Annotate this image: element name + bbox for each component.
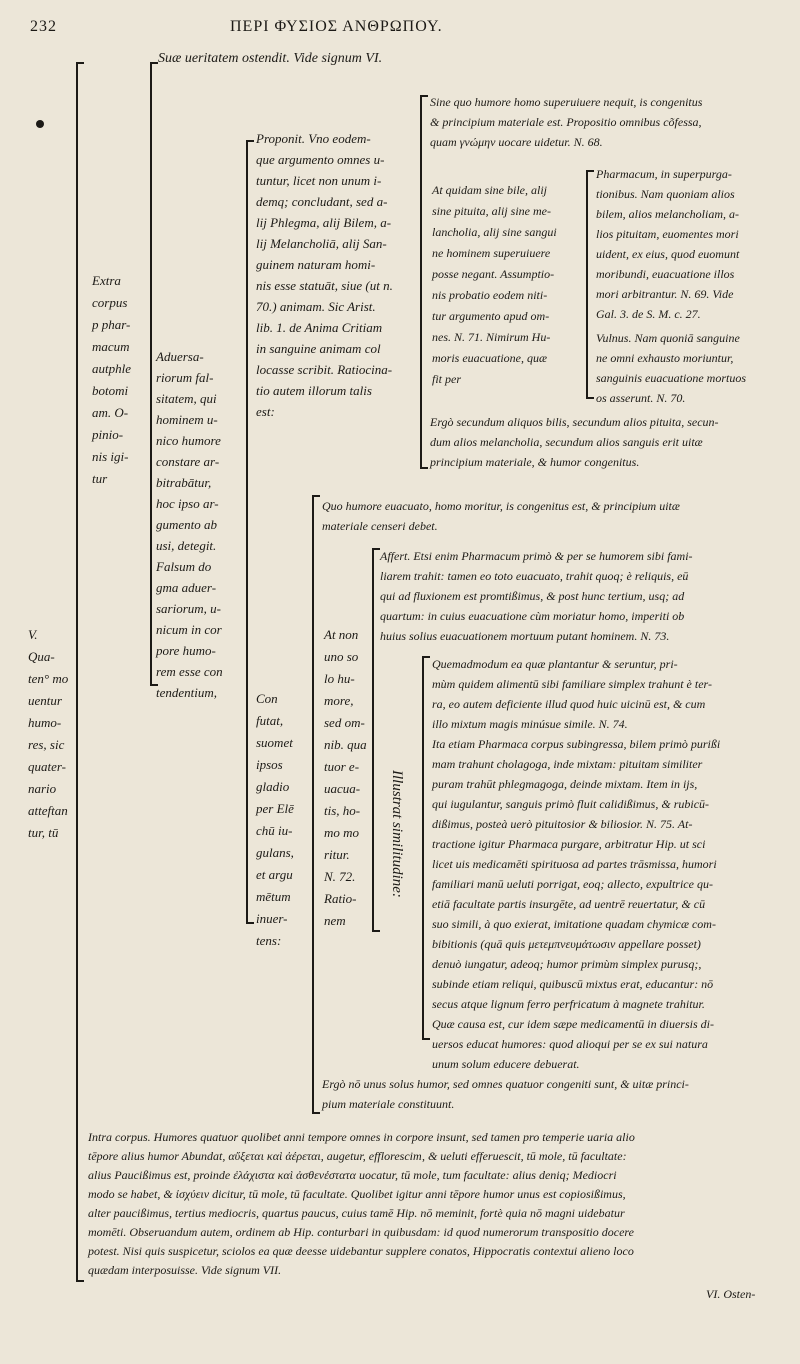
affert-block: Affert. Etsi enim Pharmacum primò & per se humorem sibi fami- liarem trahit: tamen eo toto euacuato, trahit quoq; è reliquis, eū qui ad fluxionem est promtißimus, & post hunc tertium, usq; ad quartum: in cuius euacuatione cùm moriatur homo, imperiti ob huius solius euacuationem mortuum putant hominem. N. 73. <box>380 549 693 643</box>
aduersa-brace <box>246 140 254 924</box>
proponit-brace <box>420 95 428 469</box>
confutat-block: Con futat, suomet ipsos gladio per Elē chū iu- gulans, et argu mētum inuer- tens: <box>256 691 294 948</box>
quemadmodum-block: Quemadmodum ea quæ plantantur & seruntur, pri- mùm quidem alimentū sibi familiare simplex trahunt è ter- ra, eo autem deficiente illud quod huic uicinū est, & cum illo mixtum magis minúsue simile. N. 74. <box>432 657 712 731</box>
intra-corpus-block: Intra corpus. Humores quatuor quolibet anni tempore omnes in corpore insunt, sed tamen pro temperie uaria alio tēpore alius humor Abundat, αὔξεται καὶ ἀέρεται, augetur, effloresciт, & ueluti efferuescit, tū mole, tū facultate: alius Paucißimus est, proinde ἐλάχιστα καὶ ἀσθενέστατα uocatur, tū mole, tum facultate: alius deniq; Mediocri modo se habet, & ἰσχύειν dicitur, tū mole, tū facultate. Quolibet igitur anni tēpore humor unus est copiosißimus, alter paucißimus, tertius mediocris, quartus paucus, cuius tamē Hip. nō meminit, fortè quia nō magni uidebatur momēti. Obseruandum autem, ordinem ab Hip. conturbari in quibusdam: id quod numerorum transpositio docere potest. Nisi quis suspicetur, sciolos ea quæ deesse uidebantur supplere conatos, Hippocratis contextui alieno loco quædam interposuisse. Vide signum VII. <box>88 1130 635 1277</box>
illustrat-brace <box>422 656 430 1040</box>
at-non-block: At non uno so lo hu- more, sed om- nib. qua tuor e- uacua- tis, ho- mo mo ritur. N. 72. Ratio- nem <box>324 627 367 928</box>
confutat-brace <box>312 495 320 1114</box>
illustrat-similitudine-label: Illustrat similitudine: <box>389 770 405 898</box>
vulnus-block: Vulnus. Nam quoniā sanguine ne omni exhausto moriuntur, sanguinis euacuatione mortuos os asserunt. N. 70. <box>596 331 746 405</box>
proponit-block: Proponit. Vno eodem- que argumento omnes u- tuntur, licet non unum i- demq; concludant, sed a- lij Phlegma, alij Bilem, a- lij Melancholiā, alij San- guinem naturam homi- nis esse statuāt, siue (ut n. 70.) animam. Sic Arist. lib. 1. de Anima Critiam in sanguine animam col locasse scribit. Ratiocina- tio autem illorum talis est: <box>256 131 393 419</box>
ita-etiam-block: Ita etiam Pharmaca corpus subingressa, bilem primò purißi mam trahunt cholagoga, inde mixtam: pituitam similiter puram trahūt phlegmagoga, deinde mixtam. Item in ijs, qui iugulantur, sanguis primò fluit calidißimus, & rubicū- dißimus, posteà uerò pituitosior & biliosior. N. 75. At- tractione igitur Pharmaca purgare, arbitratur Hip. ut sci licet uis medicamēti spirituosa ad partes trāsmissa, humori familiari manū ueluti porrigat, eoq; allecto, expultrice qu- etiā facultate partis insurgēte, ad uentrē reuertatur, & cū suo simili, à quo exierat, imitatione quadam chymicæ com- bibitionis (quā quis μετεμπνευμάτωσιν appellare posset) denuò iungatur, adeoq; humor primùm simplex purusq;, subinde etiam reliqui, quibuscū mixtus erat, educantur: nō secus atque lignum ferro perfricatum à magnete trahitur. Quæ causa est, cur idem sæpe medicamentū in diuersis di- uersos educat humores: quod alioqui per se ex sui natura unum solum educere debuerat. <box>432 737 721 1071</box>
extra-corpus-block: Extra corpus p phar- macum autphle botomi am. O- pinio- nis igi- tur <box>92 273 131 486</box>
quo-humore-block: Quo humore euacuato, homo moritur, is congenitus est, & principium uitæ materiale censeri debet. <box>322 499 680 533</box>
ergo-first-block: Ergò secundum aliquos bilis, secundum alios pituita, secun- dum alios melancholia, secundum alios sanguis erit uitæ principium materiale, & humor congenitus. <box>430 415 719 469</box>
running-title: ΠΕΡΙ ΦΥΣΙΟΣ ΑΝΘΡΩΠΟΥ. <box>230 18 443 35</box>
ink-dot-icon <box>36 120 44 128</box>
ergo-second-block: Ergò nō unus solus humor, sed omnes quatuor congeniti sunt, & uitæ princi- pium materiale constituunt. <box>322 1077 689 1111</box>
left-v-block: V. Qua- ten° mo uentur humo- res, sic quater- nario atteftan tur, tū <box>28 627 69 840</box>
catchword: VI. Osten- <box>706 1287 756 1301</box>
atquidam-block: At quidam sine bile, alij sine pituita, alij sine me- lancholia, alij sine sangui ne hominem superuiuere posse negant. Assumptio- nis probatio eodem niti- tur argumento apud om- nes. N. 71. Nimirum Hu- moris euacuatione, quæ fit per <box>432 183 557 386</box>
sine-block: Sine quo humore homo superuiuere nequit, is congenitus & principium materiale est. Propositio omnibus cõfessa, quam γνώμην uocare uidetur. N. 68. <box>430 95 703 149</box>
atquidam-brace <box>586 170 594 399</box>
page-number: 232 <box>30 18 57 35</box>
pharmacum-block: Pharmacum, in superpurga- tionibus. Nam quoniam alios bilem, alios melancholiam, a- lios pituitam, euomentes mori uident, ex eius, quod euomunt moribundi, euacuatione illos mori arbitrantur. N. 69. Vide Gal. 3. de S. M. c. 27. <box>596 167 740 321</box>
aduersa-block: Aduersa- riorum fal- sitatem, qui hominem u- nico humore constare ar- bitrabātur, hoc ipso ar- gumento ab usi, detegit. Falsum do gma aduer- sariorum, u- nicum in cor pore humo- rem esse con tendentium, <box>156 349 223 700</box>
top-line: Suæ ueritatem ostendit. Vide signum VI. <box>158 51 383 66</box>
atnon-brace <box>372 548 380 932</box>
outer-brace <box>76 62 84 1282</box>
